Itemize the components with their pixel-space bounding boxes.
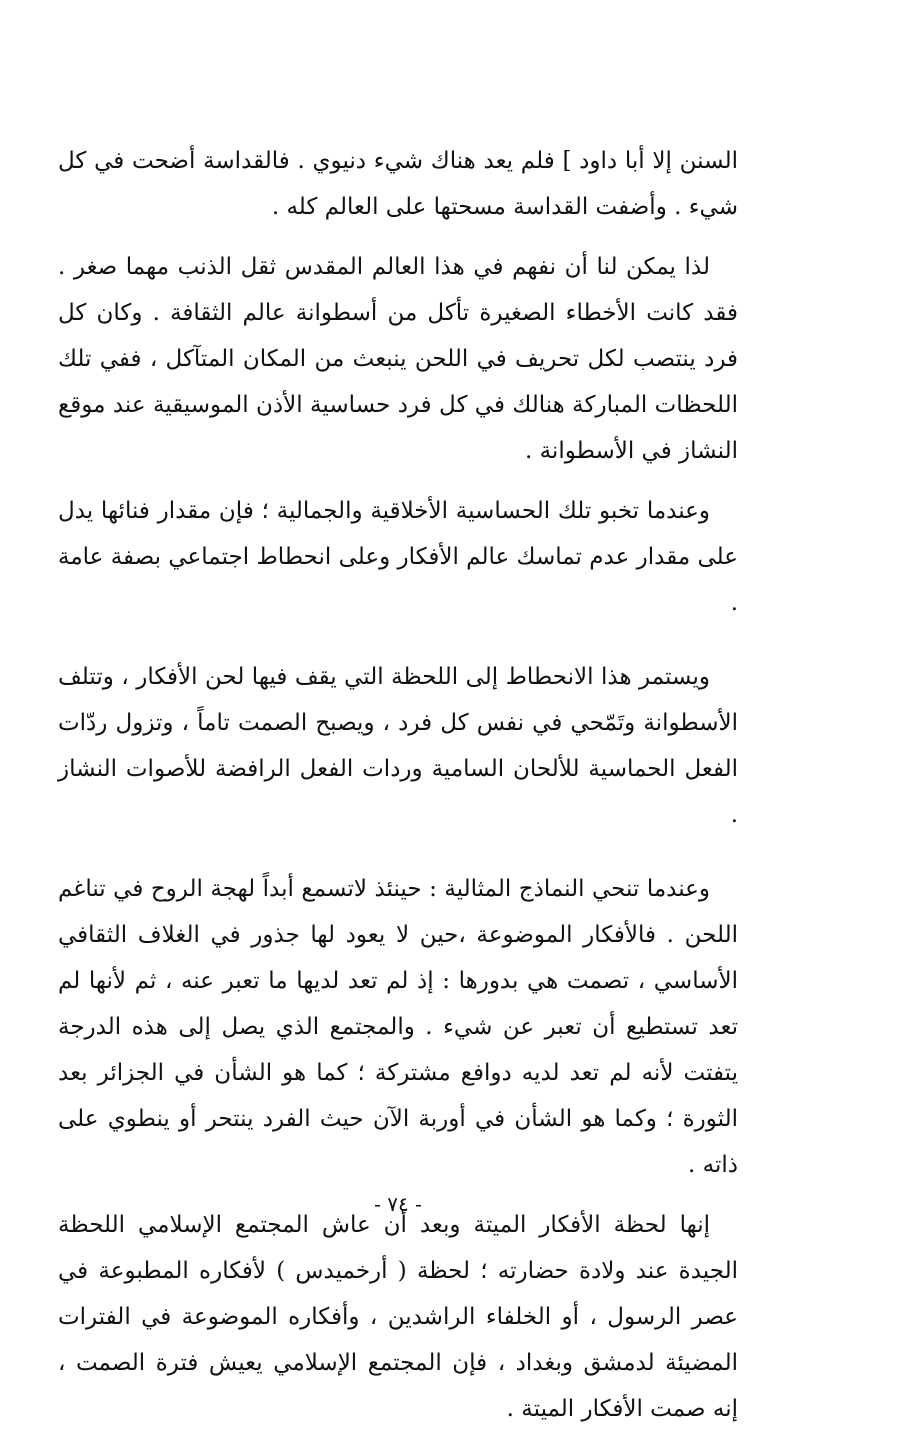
paragraph-4: ويستمر هذا الانحطاط إلى اللحظة التي يقف فيها لحن الأفكار ، وتتلف الأسطوانة وتَمّحي في نفس كل فرد ، ويصبح الصمت تاماً ، وتزول ردّات الفعل الحماسية للألحان السامية وردات الفعل الرافضة للأصوات النشاز . [58,664,738,828]
paragraph-1: السنن إلا أبا داود ] فلم يعد هناك شيء دنيوي . فالقداسة أضحت في كل شيء . وأضفت القداسة مسحتها على العالم كله . [58,148,738,220]
paragraph-5: وعندما تنحي النماذج المثالية : حينئذ لاتسمع أبداً لهجة الروح في تناغم اللحن . فالأفكار الموضوعة ،حين لا يعود لها جذور في الغلاف الثقافي الأساسي ، تصمت هي بدورها : إذ لم تعد لديها ما تعبر عنه ، ثم لأنها لم تعد تستطيع أن تعبر عن شيء . والمجتمع الذي يصل إلى هذه الدرجة يتفتت لأنه لم تعد لديه دوافع مشتركة ؛ كما هو الشأن في الجزائر بعد الثورة ؛ وكما هو الشأن في أوربة الآن حيث الفرد ينتحر أو ينطوي على ذاته . [58,876,738,1178]
page-number: - ٧٤ - [374,1192,422,1216]
scan-speck [876,1357,884,1361]
paragraph-6: إنها لحظة الأفكار الميتة وبعد أن عاش المجتمع الإسلامي اللحظة الجيدة عند ولادة حضارته ؛ لحظة ( أرخميدس ) لأفكاره المطبوعة في عصر الرسول ، أو الخلفاء الراشدين ، وأفكاره الموضوعة في الفترات المضيئة لدمشق وبغداد ، فإن المجتمع الإسلامي يعيش فترة الصمت ، إنه صمت الأفكار الميتة . [58,1212,738,1422]
paragraph-3: وعندما تخبو تلك الحساسية الأخلاقية والجمالية ؛ فإن مقدار فنائها يدل على مقدار عدم تماسك عالم الأفكار وعلى انحطاط اجتماعي بصفة عامة . [58,498,738,616]
body-text [58,138,738,1446]
paragraph-2: لذا يمكن لنا أن نفهم في هذا العالم المقدس ثقل الذنب مهما صغر . فقد كانت الأخطاء الصغيرة تأكل من أسطوانة عالم الثقافة . وكان كل فرد ينتصب لكل تحريف في اللحن ينبعث من المكان المتآكل ، ففي تلك اللحظات المباركة هنالك في كل فرد حساسية الأذن الموسيقية عند موقع النشاز في الأسطوانة . [58,254,738,464]
